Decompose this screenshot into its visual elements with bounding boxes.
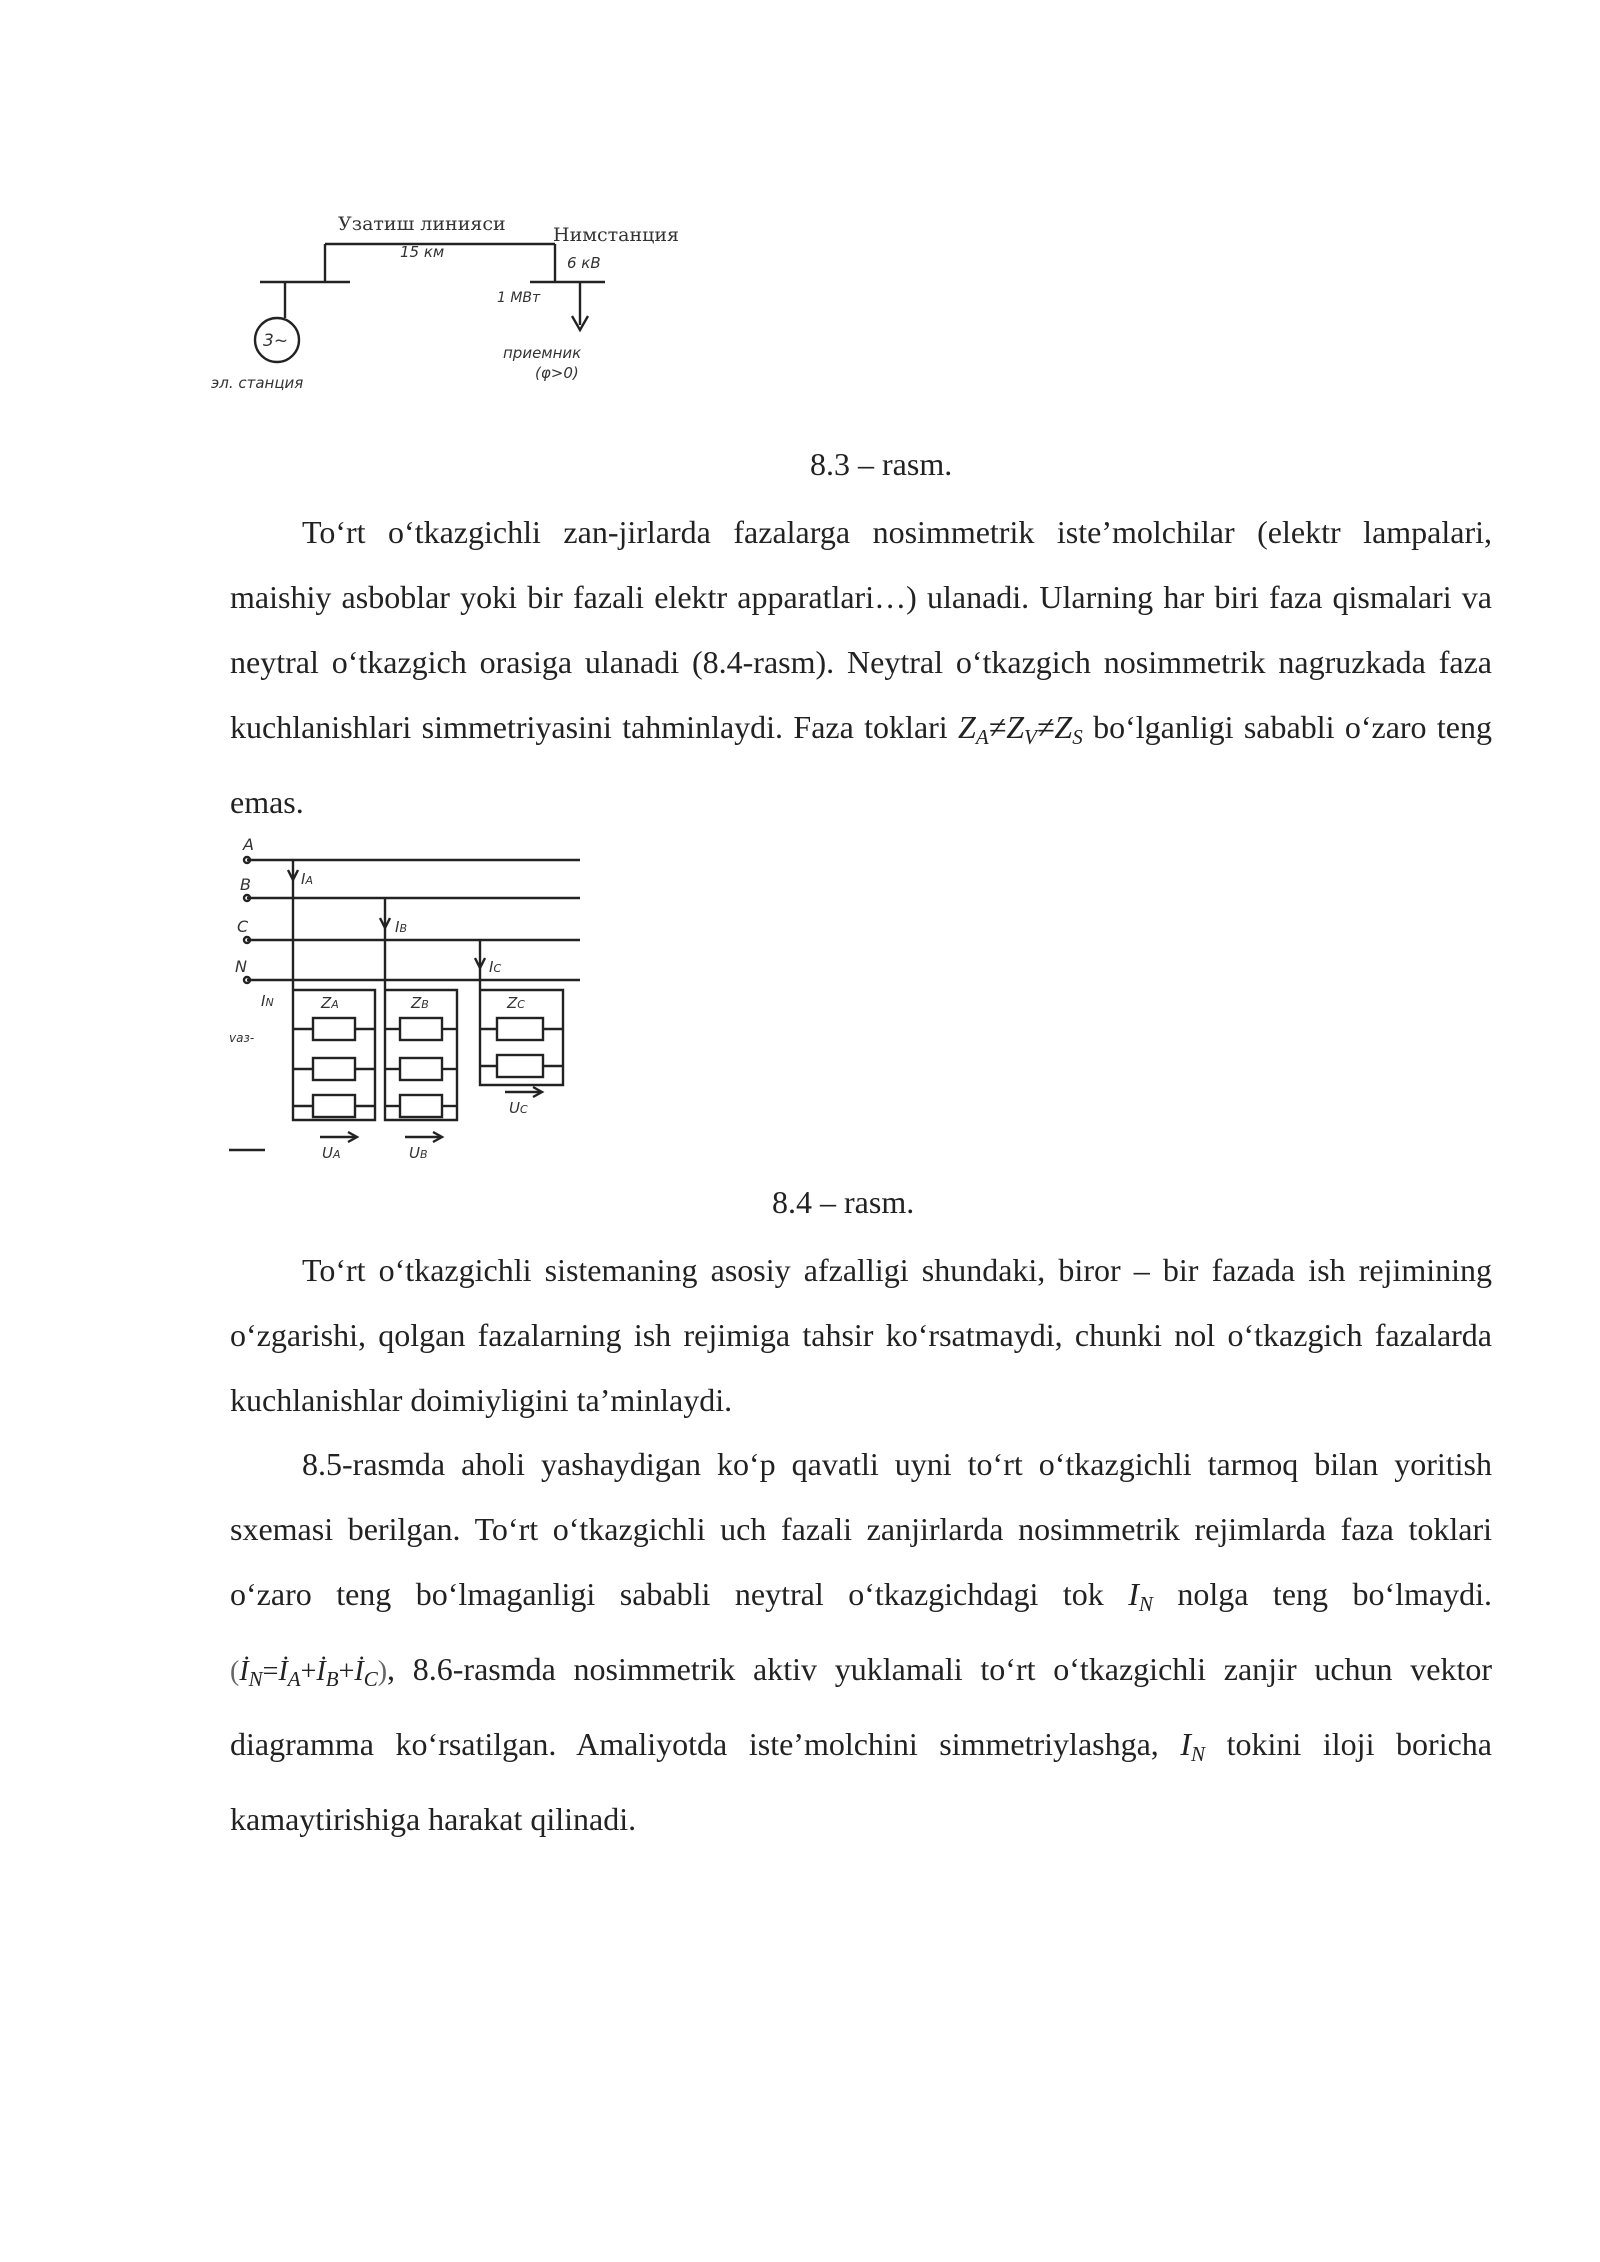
four-wire-circuit-diagram xyxy=(225,830,595,1165)
left-note: vaз- xyxy=(229,1031,255,1045)
line-label: Узатиш линияси xyxy=(338,213,506,235)
voltage-ua-label: UA xyxy=(322,1144,341,1162)
generator-label: 3~ xyxy=(263,331,289,351)
transmission-line-diagram xyxy=(205,200,705,400)
paragraph-2: To‘rt o‘tkazgichli sistemaning asosiy afzalligi shundaki, biror – bir fazada ish rejimining o‘zgarishi, qolgan fazalarning ish rejimiga tahsir ko‘rsatmaydi, chunki nol o‘tkazgich fazalarda kuchlanishlar doimiyligini ta’minlaydi. xyxy=(230,1252,1492,1418)
current-ia-label: IA xyxy=(301,870,313,888)
line-length-label: 15 км xyxy=(400,243,445,261)
impedance-zb-label: ZB xyxy=(411,994,429,1012)
current-in-label: IN xyxy=(261,992,274,1010)
receiver-condition-label: (φ>0) xyxy=(535,364,579,382)
neutral-current-equation: $(İ_N=İ_A+İ_B+İ_C)$ xyxy=(230,1656,388,1691)
paragraph-1: To‘rt o‘tkazgichli zan-jirlarda fazalarga nosimmetrik iste’molchilar (elektr lampalari, maishiy asboblar yoki bir fazali elektr apparatlari…) ulanadi. Ularning har biri faza qismalari va neytral o‘tkazgich orasiga ulanadi (8.4-rasm). Neytral o‘tkazgich nosimmetrik nagruzkada faza kuchlanishlari simmetriyasini tahminlaydi. Faza toklari $Z_A\ne Z_V\ne Z_S$ bo‘lganligi sababli o‘zaro teng emas. xyxy=(230,514,1493,820)
figure-8-4-diagram xyxy=(225,830,595,1165)
voltage-uc-label: UC xyxy=(509,1099,528,1117)
phase-a-label: A xyxy=(243,835,254,854)
receiver-label: приемник xyxy=(503,344,582,362)
current-ib-label: IB xyxy=(395,918,407,936)
paragraph-3: 8.5-rasmda aholi yashaydigan ko‘p qavatli uyni to‘rt o‘tkazgichli tarmoq bilan yoritish sxemasi berilgan. To‘rt o‘tkazgichli uch fazali zanjirlarda nosimmetrik rejimlarda faza toklari o‘zaro teng bo‘lmaganligi sababli neytral o‘tkazgichdagi tok $I_N$ nolga teng bo‘lmaydi. $(İ_N=İ_A+İ_B+İ_C)$, 8.6-rasmda nosimmetrik aktiv yuklamali to‘rt o‘tkazgichli zanjir uchun vektor diagramma ko‘rsatilgan. Amaliyotda iste’molchini simmetriylashga, $I_N$ tokini iloji boricha kamaytirishiga harakat qilinadi. xyxy=(230,1446,1493,1837)
substation-label: Нимстанция xyxy=(553,224,680,246)
power-label: 1 МВт xyxy=(497,290,541,306)
figure-8-4-caption: 8.4 – rasm. xyxy=(772,1184,915,1220)
station-label: эл. станция xyxy=(211,374,304,392)
phase-b-label: B xyxy=(240,875,251,894)
voltage-ub-label: UB xyxy=(409,1144,428,1162)
substation-voltage-label: 6 кВ xyxy=(567,254,601,272)
formula-z-inequality: $Z_A\ne Z_V\ne Z_S$ xyxy=(958,709,1083,749)
figure-8-3-caption: 8.3 – rasm. xyxy=(810,446,953,482)
neutral-label: N xyxy=(235,957,247,976)
current-in-symbol-2: $I_N$ xyxy=(1180,1726,1206,1766)
phase-c-label: C xyxy=(237,917,249,936)
current-in-symbol: $I_N$ xyxy=(1128,1576,1153,1616)
current-ic-label: IC xyxy=(489,958,502,976)
impedance-zc-label: ZC xyxy=(507,994,525,1012)
impedance-za-label: ZA xyxy=(321,994,339,1012)
figure-8-3-diagram xyxy=(205,200,705,400)
